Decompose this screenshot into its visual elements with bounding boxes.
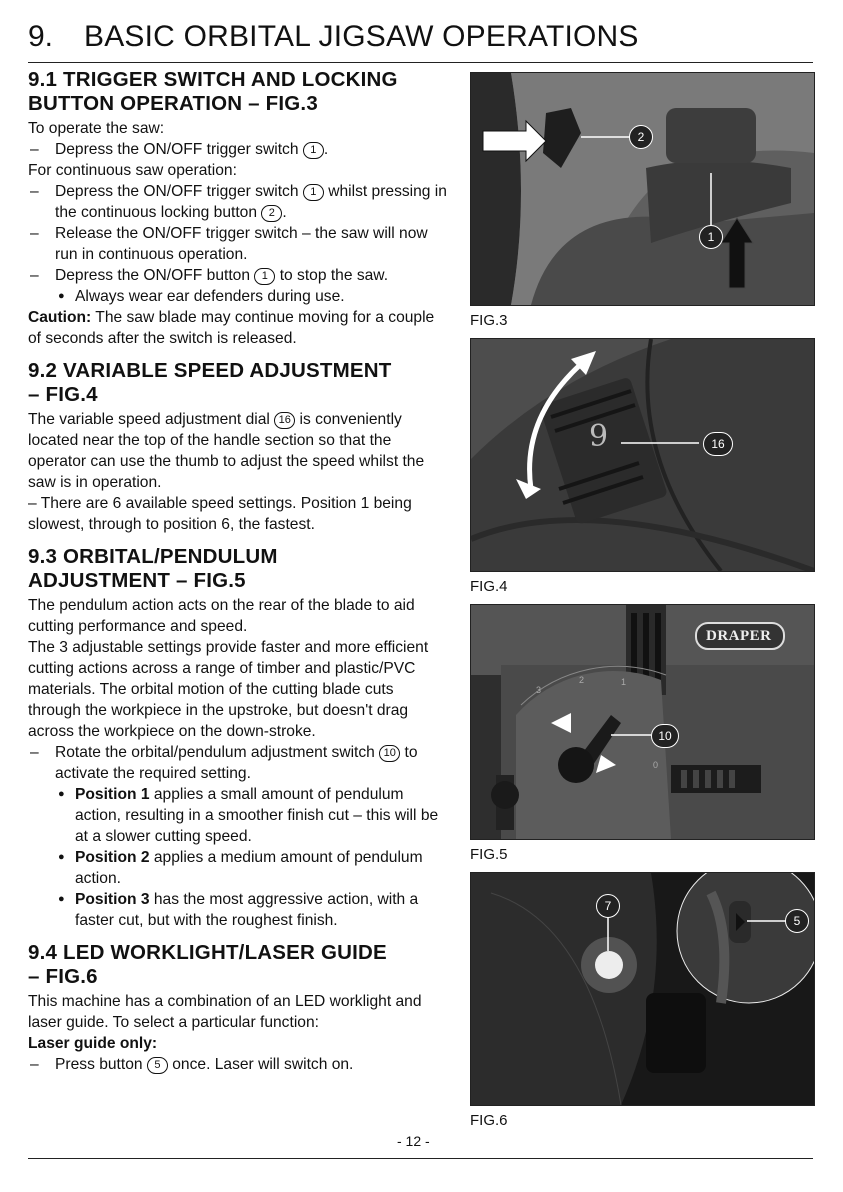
page-header [28, 18, 813, 63]
speed-dial-illustration [471, 339, 814, 571]
trigger-illustration [471, 73, 814, 305]
callout-ref: 5 [147, 1057, 168, 1074]
figure-6-photo [470, 872, 815, 1106]
s1-continuous: For continuous saw operation: [28, 162, 237, 179]
scale-mark-3: 3 [536, 685, 542, 695]
callout-ref: 1 [303, 184, 324, 201]
s2-para-1: The variable speed adjustment dial 16 is conveniently located near the top of the handle section so that the operator can use the thumb to adjust the speed whilst the saw is in operation. [28, 411, 425, 491]
figure-5-photo [470, 604, 815, 840]
main-text-column [28, 68, 448, 1075]
s3-bullet-1: ● Position 1 applies a small amount of pendulum action, resulting in a smoother finish cut – this will be at a slower cutting speed. [28, 784, 448, 847]
heading-9-3: 9.3 ORBITAL/PENDULUM ADJUSTMENT – FIG.5 [28, 545, 278, 592]
heading-9-2: 9.2 VARIABLE SPEED ADJUSTMENT – FIG.4 [28, 359, 392, 406]
s3-bullet-2: ● Position 2 applies a medium amount of pendulum action. [28, 847, 448, 889]
callout-7: 7 [596, 894, 620, 918]
callout-16: 16 [703, 432, 733, 456]
page-number: - 12 - [397, 1133, 430, 1149]
scale-mark-2: 2 [579, 675, 585, 685]
callout-ref: 2 [261, 205, 282, 222]
led-laser-illustration [471, 873, 814, 1105]
s1-step-4: – Depress the ON/OFF button 1 to stop the saw. [28, 265, 448, 286]
callout-ref: 10 [379, 745, 400, 762]
heading-9-1: 9.1 TRIGGER SWITCH AND LOCKING BUTTON OPERATION – FIG.3 [28, 68, 398, 115]
s1-intro: To operate the saw: [28, 120, 165, 137]
s3-para-2: The 3 adjustable settings provide faster and more efficient cutting actions across a range of timber and plastic/PVC materials. The orbital motion of the cutting blade cuts through the workpiece in the upstroke, but doesn't drag across the workpiece on the down-stroke. [28, 639, 429, 740]
scale-mark-0: 0 [653, 760, 659, 770]
s3-para-1: The pendulum action acts on the rear of the blade to aid cutting performance and speed. [28, 597, 415, 635]
s4-para-1: This machine has a combination of an LED worklight and laser guide. To select a particular function: [28, 993, 422, 1031]
fig3-caption: FIG.3 [470, 312, 508, 329]
heading-9-4: 9.4 LED WORKLIGHT/LASER GUIDE – FIG.6 [28, 941, 387, 988]
callout-2: 2 [629, 125, 653, 149]
footer-rule [28, 1158, 813, 1159]
callout-ref: 16 [274, 412, 295, 429]
callout-1: 1 [699, 225, 723, 249]
s4-subheading: Laser guide only: [28, 1035, 158, 1052]
callout-10: 10 [651, 724, 679, 748]
s1-bullet: ● Always wear ear defenders during use. [28, 286, 448, 307]
section-number: 9. [28, 20, 54, 53]
page-title: BASIC ORBITAL JIGSAW OPERATIONS [84, 20, 639, 53]
s1-step-3: – Release the ON/OFF trigger switch – the saw will now run in continuous operation. [28, 223, 448, 265]
fig4-caption: FIG.4 [470, 578, 508, 595]
callout-5: 5 [785, 909, 809, 933]
s3-step: – Rotate the orbital/pendulum adjustment switch 10 to activate the required setting. [28, 742, 448, 784]
draper-logo: DRAPER [706, 628, 772, 644]
s2-para-2: – There are 6 available speed settings. Position 1 being slowest, through to position 6, the fastest. [28, 495, 412, 533]
scale-mark-1: 1 [621, 677, 627, 687]
figure-4-photo [470, 338, 815, 572]
s1-caution: Caution: The saw blade may continue moving for a couple of seconds after the switch is released. [28, 309, 435, 347]
fig5-caption: FIG.5 [470, 846, 508, 863]
figure-3-photo [470, 72, 815, 306]
s1-step-1: – Depress the ON/OFF trigger switch 1 . [28, 139, 448, 160]
s1-step-2: – Depress the ON/OFF trigger switch 1 whilst pressing in the continuous locking button 2 . [28, 181, 448, 223]
fig6-caption: FIG.6 [470, 1112, 508, 1129]
s3-bullet-3: ● Position 3 has the most aggressive action, with a faster cut, but with the roughest finish. [28, 889, 448, 931]
callout-ref: 1 [303, 142, 324, 159]
s4-step: – Press button 5 once. Laser will switch on. [28, 1054, 448, 1075]
dial-digit: 9 [589, 419, 609, 454]
callout-ref: 1 [254, 268, 275, 285]
